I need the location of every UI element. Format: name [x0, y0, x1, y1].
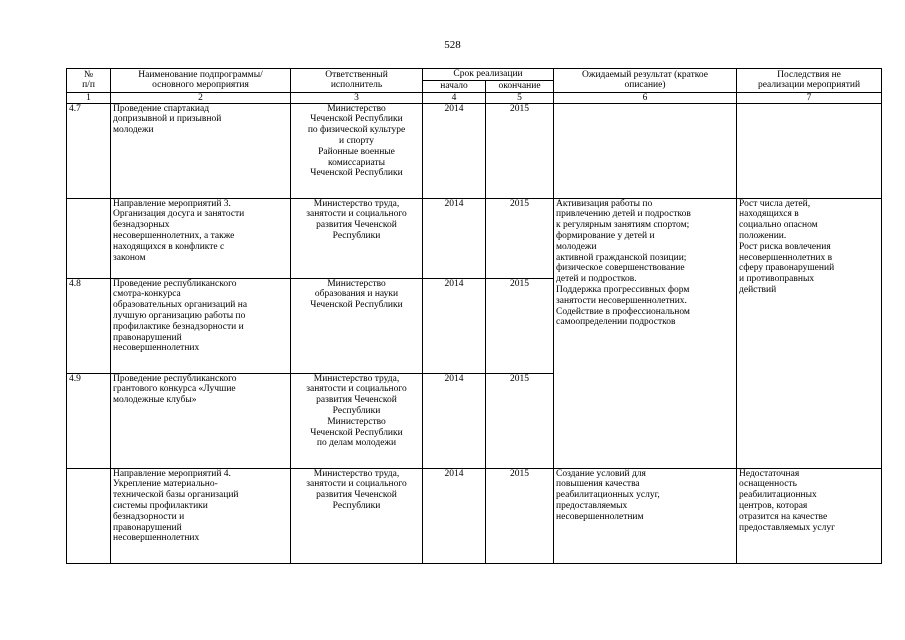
- page-number: 528: [444, 39, 461, 51]
- row-start-year: 2014: [423, 198, 486, 278]
- header-no: № п/п: [67, 69, 111, 93]
- row-name: Проведение республиканского грантового конкурса «Лучшие молодежные клубы»: [111, 373, 291, 468]
- row-name: Проведение республиканского смотра-конкурса образовательных организаций на лучшую организацию работы по профилактике безнадзорности и правонарушений несовершеннолетних: [111, 278, 291, 373]
- column-number: 1: [67, 92, 111, 103]
- merged-result: Активизация работы по привлечению детей и подростков к регулярным занятиям спортом; формирование у детей и молодежи активной гражданской позиции; физическое совершенствование детей и подростков. Поддержка прогрессивных форм занятости несовершеннолетних. Содействие в профессиональном самоопределении подростков: [554, 198, 737, 468]
- activities-table: [66, 68, 882, 564]
- row-start-year: 2014: [423, 468, 486, 563]
- table-row: [67, 468, 882, 563]
- column-number: 3: [291, 92, 423, 103]
- row-executor: Министерство труда, занятости и социального развития Чеченской Республики Министерство Чеченской Республики по делам молодежи: [291, 373, 423, 468]
- row-end-year: 2015: [486, 373, 554, 468]
- row-result-empty: [554, 103, 737, 198]
- column-number: 2: [111, 92, 291, 103]
- row-consequences: Недостаточная оснащенность реабилитационных центров, которая отразится на качестве предоставляемых услуг: [737, 468, 882, 563]
- header-period: Срок реализации: [423, 69, 554, 81]
- row-consequences-empty: [737, 103, 882, 198]
- row-end-year: 2015: [486, 278, 554, 373]
- header-row: [67, 69, 882, 81]
- row-name: Направление мероприятий 4. Укрепление материально- технической базы организаций системы профилактики безнадзорности и правонарушений несовершеннолетних: [111, 468, 291, 563]
- row-executor: Министерство Чеченской Республики по физической культуре и спорту Районные военные комиссариаты Чеченской Республики: [291, 103, 423, 198]
- column-number: 4: [423, 92, 486, 103]
- row-executor: Министерство труда, занятости и социального развития Чеченской Республики: [291, 198, 423, 278]
- row-name: Проведение спартакиад допризывной и призывной молодежи: [111, 103, 291, 198]
- row-start-year: 2014: [423, 103, 486, 198]
- row-number: 4.9: [67, 373, 111, 468]
- row-start-year: 2014: [423, 278, 486, 373]
- merged-consequences: Рост числа детей, находящихся в социально опасном положении. Рост риска вовлечения несовершеннолетних в сферу правонарушений и противоправных действий: [737, 198, 882, 468]
- row-end-year: 2015: [486, 103, 554, 198]
- row-number: [67, 468, 111, 563]
- row-number: 4.7: [67, 103, 111, 198]
- row-end-year: 2015: [486, 198, 554, 278]
- row-name: Направление мероприятий 3. Организация досуга и занятости безнадзорных несовершеннолетних, а также находящихся в конфликте с законом: [111, 198, 291, 278]
- row-end-year: 2015: [486, 468, 554, 563]
- header-name: Наименование подпрограммы/ основного мероприятия: [111, 69, 291, 93]
- header-result: Ожидаемый результат (краткое описание): [554, 69, 737, 93]
- column-numbers-row: [67, 92, 882, 103]
- column-number: 5: [486, 92, 554, 103]
- table-row: [67, 198, 882, 278]
- header-end: окончание: [486, 80, 554, 92]
- header-start: начало: [423, 80, 486, 92]
- row-executor: Министерство труда, занятости и социального развития Чеченской Республики: [291, 468, 423, 563]
- row-executor: Министерство образования и науки Чеченской Республики: [291, 278, 423, 373]
- header-executor: Ответственный исполнитель: [291, 69, 423, 93]
- column-number: 6: [554, 92, 737, 103]
- row-start-year: 2014: [423, 373, 486, 468]
- row-result: Создание условий для повышения качества реабилитационных услуг, предоставляемых несовершеннолетним: [554, 468, 737, 563]
- row-number: 4.8: [67, 278, 111, 373]
- table-row: [67, 103, 882, 198]
- column-number: 7: [737, 92, 882, 103]
- header-consequences: Последствия не реализации мероприятий: [737, 69, 882, 93]
- row-number: [67, 198, 111, 278]
